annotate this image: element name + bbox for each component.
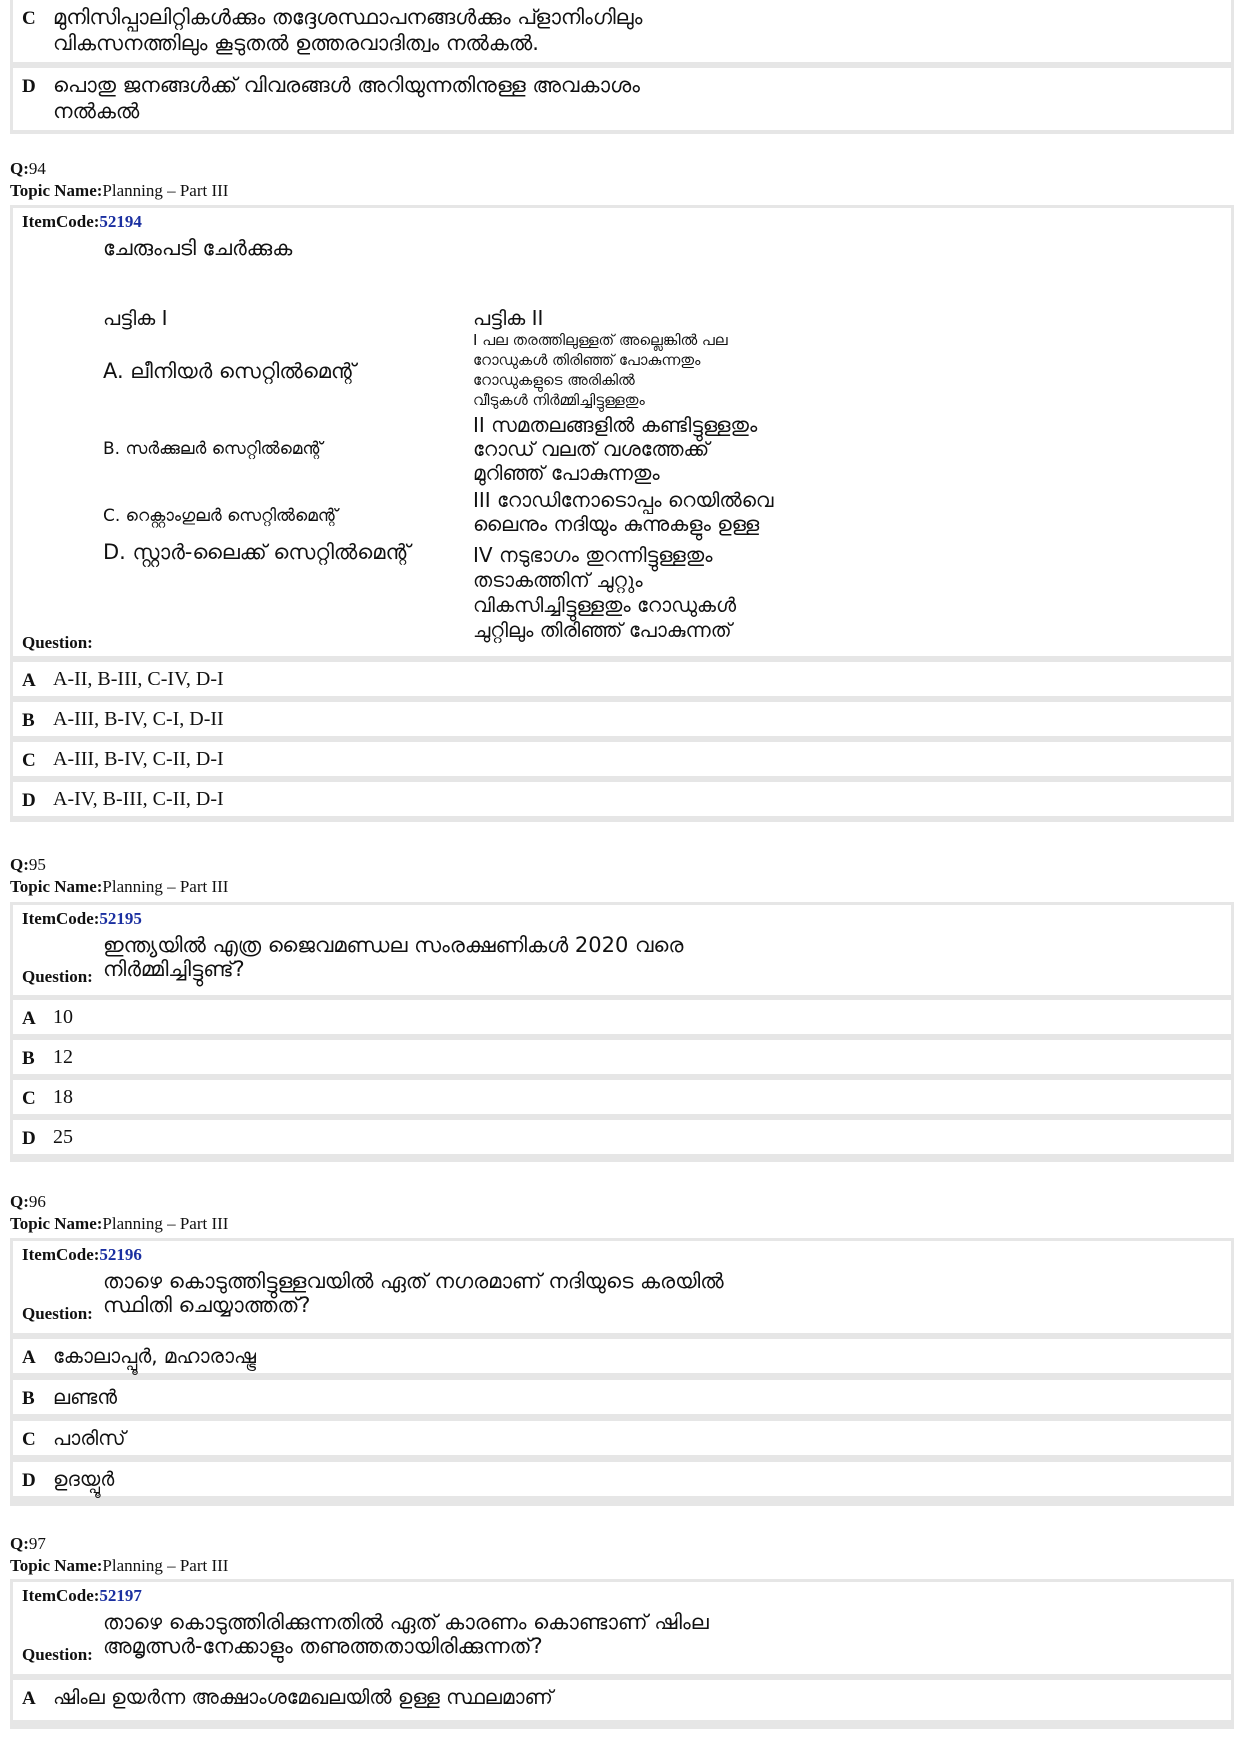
list1-item: D. സ്റ്റാർ-ലൈക്ക് സെറ്റിൽമെന്റ്	[103, 540, 411, 564]
list1-title: പട്ടിക I	[103, 306, 168, 330]
list1-item: A. ലീനിയർ സെറ്റിൽമെന്റ്	[103, 359, 356, 383]
list2-line: III റോഡിനോടൊപ്പം റെയിൽവെ	[473, 488, 774, 512]
option-row[interactable]	[13, 1380, 1231, 1414]
question-line: താഴെ കൊടുത്തിട്ടുള്ളവയിൽ ഏത് നഗരമാണ് നദിയുടെ കരയിൽ	[103, 1269, 724, 1293]
option-text: 25	[53, 1126, 73, 1148]
item-code: ItemCode:52197	[22, 1586, 142, 1605]
question-line: ഇന്ത്യയിൽ എത്ര ജൈവമണ്ഡല സംരക്ഷണികൾ 2020 വരെ	[103, 933, 684, 957]
option-text: A-IV, B-III, C-II, D-I	[53, 788, 224, 810]
option-letter: C	[22, 8, 36, 29]
option-row[interactable]	[13, 68, 1231, 130]
option-letter: D	[22, 76, 36, 97]
option-letter: C	[22, 1429, 36, 1450]
question-header	[10, 1191, 228, 1235]
prev-options-box	[10, 0, 1234, 134]
option-text-line: നൽകൽ	[53, 99, 140, 123]
list2-item-iv	[473, 543, 736, 643]
question-header	[10, 854, 228, 898]
option-row[interactable]	[13, 1421, 1231, 1455]
question-line: സ്ഥിതി ചെയ്യാത്തത്?	[103, 1293, 311, 1317]
list2-line: റോഡ് വലത് വശത്തേക്ക്	[473, 437, 710, 461]
list2-line: I പല തരത്തിലുള്ളത് അല്ലെങ്കിൽ പല	[473, 331, 728, 349]
option-text: ഉദയ്പൂർ	[53, 1467, 115, 1491]
question-stem	[13, 1582, 1231, 1674]
list2-line: IV നടുഭാഗം തുറന്നിട്ടുള്ളതും	[473, 543, 713, 567]
question-label: Question:	[22, 967, 93, 986]
option-row[interactable]	[13, 1680, 1231, 1720]
option-text: കോലാപ്പൂർ, മഹാരാഷ്ട്ര	[53, 1344, 256, 1368]
list2-line: ചുറ്റിലും തിരിഞ്ഞ് പോകുന്നത്	[473, 618, 732, 642]
option-letter: D	[22, 1128, 36, 1149]
question-stem	[13, 905, 1231, 995]
question-box	[10, 1238, 1234, 1506]
question-stem	[13, 1241, 1231, 1333]
question-label: Question:	[22, 633, 93, 652]
question-number: Q:94	[10, 159, 46, 178]
topic-name: Topic Name:Planning – Part III	[10, 1214, 229, 1233]
topic-name: Topic Name:Planning – Part III	[10, 1556, 229, 1575]
option-row[interactable]	[13, 1120, 1231, 1154]
option-letter: A	[22, 1347, 36, 1368]
list2-title: പട്ടിക II	[473, 306, 544, 330]
question-line: അമൃത്സർ-നേക്കാളും തണുത്തതായിരിക്കുന്നത്?	[103, 1634, 543, 1658]
question-header	[10, 158, 228, 202]
option-letter: A	[22, 670, 36, 691]
option-text: 18	[53, 1086, 73, 1108]
list1-item: B. സർക്കുലർ സെറ്റിൽമെന്റ്	[103, 439, 323, 459]
option-text: A-III, B-IV, C-II, D-I	[53, 748, 224, 770]
list2-item-iii	[473, 488, 774, 536]
question-text	[103, 933, 683, 981]
list2-line: വികസിച്ചിട്ടുള്ളതും റോഡുകൾ	[473, 593, 737, 617]
list2-line: വീടുകൾ നിർമ്മിച്ചിട്ടുള്ളതും	[473, 391, 645, 409]
option-row[interactable]	[13, 742, 1231, 776]
option-text: ഷിംല ഉയർന്ന അക്ഷാംശമേഖലയിൽ ഉള്ള സ്ഥലമാണ്	[53, 1685, 553, 1709]
question-stem	[13, 208, 1231, 656]
option-text: A-III, B-IV, C-I, D-II	[53, 708, 224, 730]
question-box	[10, 1579, 1234, 1729]
question-line: നിർമ്മിച്ചിട്ടുണ്ട്?	[103, 957, 245, 981]
option-letter: C	[22, 750, 36, 771]
option-row[interactable]	[13, 1462, 1231, 1496]
question-line: താഴെ കൊടുത്തിരിക്കുന്നതിൽ ഏത് കാരണം കൊണ്ടാണ് ഷിംല	[103, 1610, 709, 1634]
option-row[interactable]	[13, 702, 1231, 736]
list2-line: മുറിഞ്ഞ് പോകുന്നതും	[473, 461, 660, 485]
question-number: Q:96	[10, 1192, 46, 1211]
list2-item-ii	[473, 413, 757, 485]
option-row[interactable]	[13, 1000, 1231, 1034]
question-label: Question:	[22, 1645, 93, 1664]
option-text: A-II, B-III, C-IV, D-I	[53, 668, 224, 690]
question-box	[10, 902, 1234, 1162]
question-number: Q:97	[10, 1534, 46, 1553]
option-row[interactable]	[13, 1040, 1231, 1074]
question-box	[10, 205, 1234, 822]
list2-line: II സമതലങ്ങളിൽ കണ്ടിട്ടുള്ളതും	[473, 413, 758, 437]
option-letter: B	[22, 1048, 35, 1069]
option-text-line: വികസനത്തിലും കൂടുതൽ ഉത്തരവാദിത്വം നൽകൽ.	[53, 31, 539, 55]
list2-line: റോഡുകളുടെ അരികിൽ	[473, 371, 635, 389]
list1-item: C. റെക്റ്റാംഗുലർ സെറ്റിൽമെന്റ്	[103, 506, 338, 526]
topic-name: Topic Name:Planning – Part III	[10, 877, 229, 896]
option-row[interactable]	[13, 1080, 1231, 1114]
option-text: ലണ്ടൻ	[53, 1385, 118, 1409]
option-letter: C	[22, 1088, 36, 1109]
option-letter: A	[22, 1688, 36, 1709]
list2-line: റോഡുകൾ തിരിഞ്ഞ് പോകുന്നതും	[473, 351, 701, 369]
item-code: ItemCode:52194	[22, 212, 142, 231]
option-letter: B	[22, 710, 35, 731]
question-text	[103, 1269, 724, 1317]
option-text-line: പൊതു ജനങ്ങൾക്ക് വിവരങ്ങൾ അറിയുന്നതിനുള്ള അവകാശം	[53, 73, 640, 97]
option-letter: D	[22, 790, 36, 811]
option-text-line: മുനിസിപ്പാലിറ്റികൾക്കും തദ്ദേശസ്ഥാപനങ്ങൾക്കും പ്ളാനിംഗിലും	[53, 5, 643, 29]
list2-line: തടാകത്തിന് ചുറ്റും	[473, 568, 643, 592]
question-label: Question:	[22, 1304, 93, 1323]
option-row[interactable]	[13, 662, 1231, 696]
option-row[interactable]	[13, 782, 1231, 816]
question-header	[10, 1533, 228, 1577]
item-code: ItemCode:52195	[22, 909, 142, 928]
topic-name: Topic Name:Planning – Part III	[10, 181, 229, 200]
list2-line: ലൈനും നദിയും കുന്നുകളും ഉള്ള	[473, 512, 760, 536]
list2-item-i	[473, 330, 728, 410]
option-letter: A	[22, 1008, 36, 1029]
option-row[interactable]	[13, 1339, 1231, 1373]
option-text: 10	[53, 1006, 73, 1028]
option-row[interactable]	[13, 0, 1231, 62]
item-code: ItemCode:52196	[22, 1245, 142, 1264]
question-text	[103, 1610, 709, 1658]
option-text: 12	[53, 1046, 73, 1068]
option-text: പാരിസ്	[53, 1426, 126, 1450]
question-text: ചേരുംപടി ചേർക്കുക	[103, 236, 293, 260]
question-number: Q:95	[10, 855, 46, 874]
option-letter: B	[22, 1388, 35, 1409]
option-letter: D	[22, 1470, 36, 1491]
